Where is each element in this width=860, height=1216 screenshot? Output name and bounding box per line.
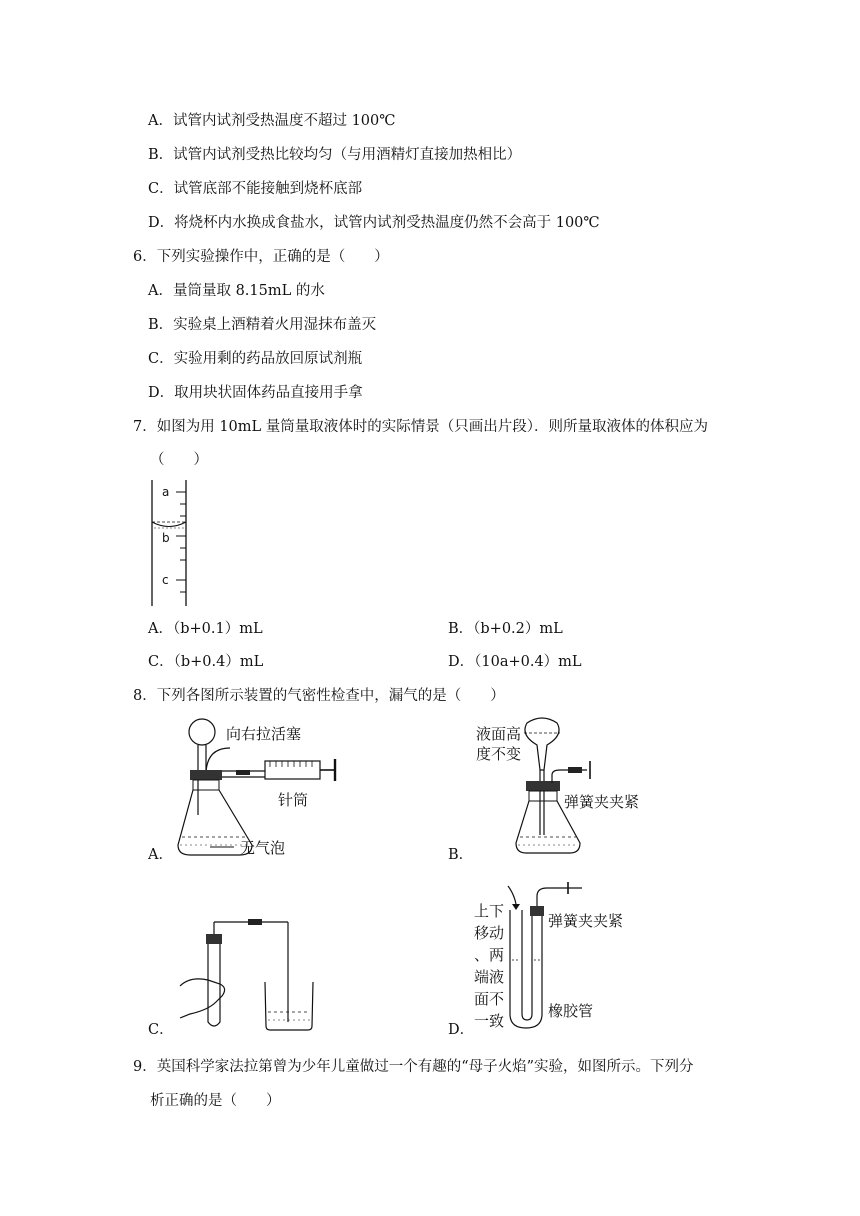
q8b-level-label-2: 度不变 <box>476 745 522 763</box>
q8-figure-c <box>170 918 350 1036</box>
q8d-move-label-1: 移动 <box>474 924 505 942</box>
q8-stem: 8．下列各图所示装置的气密性检查中，漏气的是（ ） <box>133 688 505 704</box>
q7-option-b: B．（b+0.2）mL <box>448 621 563 637</box>
q9-stem-continued: 析正确的是（ ） <box>150 1093 281 1109</box>
q8d-move-label-3: 端液 <box>474 968 505 986</box>
q7-option-d: D．（10a+0.4）mL <box>448 654 582 670</box>
q8a-pull-label: 向右拉活塞 <box>226 725 302 743</box>
q6-option-a: A．量筒量取 8.15mL 的水 <box>148 283 325 299</box>
q5-option-d: D．将烧杯内水换成食盐水，试管内试剂受热温度仍然不会高于 100℃ <box>148 215 600 231</box>
q8d-move-label-2: 、两 <box>474 946 505 964</box>
q6-stem: 6．下列实验操作中，正确的是（ ） <box>133 249 389 265</box>
q7-mark-c: c <box>162 573 169 587</box>
q8a-syringe-label: 针筒 <box>278 791 309 809</box>
q8d-move-label-5: 一致 <box>474 1012 505 1030</box>
q6-option-d: D．取用块状固体药品直接用手拿 <box>148 385 363 401</box>
q8-figure-d <box>472 880 672 1040</box>
q8-option-b: B． <box>448 847 474 863</box>
q6-option-c: C．实验用剩的药品放回原试剂瓶 <box>148 351 363 367</box>
q5-option-b: B．试管内试剂受热比较均匀（与用酒精灯直接加热相比） <box>148 147 522 163</box>
q5-option-a: A．试管内试剂受热温度不超过 100℃ <box>148 113 396 129</box>
q5-option-c: C．试管底部不能接触到烧杯底部 <box>148 181 363 197</box>
q7-cylinder-figure <box>148 478 193 608</box>
q8d-move-label-4: 面不 <box>474 990 505 1008</box>
q7-option-c: C．（b+0.4）mL <box>148 654 264 670</box>
q8-option-d: D． <box>448 1022 475 1038</box>
q7-mark-a: a <box>162 485 170 499</box>
q8d-tube-label: 橡胶管 <box>548 1002 594 1020</box>
q7-mark-b: b <box>162 531 170 545</box>
q9-stem: 9．英国科学家法拉第曾为少年儿童做过一个有趣的“母子火焰”实验，如图所示。下列分 <box>133 1059 694 1075</box>
q6-option-b: B．实验桌上酒精着火用湿抹布盖灭 <box>148 317 377 333</box>
q8-figure-b <box>472 715 672 865</box>
q8a-bubble-label: 无气泡 <box>240 839 286 857</box>
q8d-move-label-0: 上下 <box>474 902 505 920</box>
q8b-clip-label: 弹簧夹夹紧 <box>564 793 640 811</box>
q8d-clip-label: 弹簧夹夹紧 <box>548 912 624 930</box>
q7-option-a: A．（b+0.1）mL <box>148 621 263 637</box>
q8-option-a: A． <box>148 847 173 863</box>
q8b-level-label-1: 液面高 <box>476 725 522 743</box>
q8-option-c: C． <box>148 1022 174 1038</box>
q7-stem: 7．如图为用 10mL 量筒量取液体时的实际情景（只画出片段）．则所量取液体的体积应为 <box>133 419 709 435</box>
q7-stem-continued: （ ） <box>150 452 208 468</box>
q8-figure-a <box>170 715 370 865</box>
